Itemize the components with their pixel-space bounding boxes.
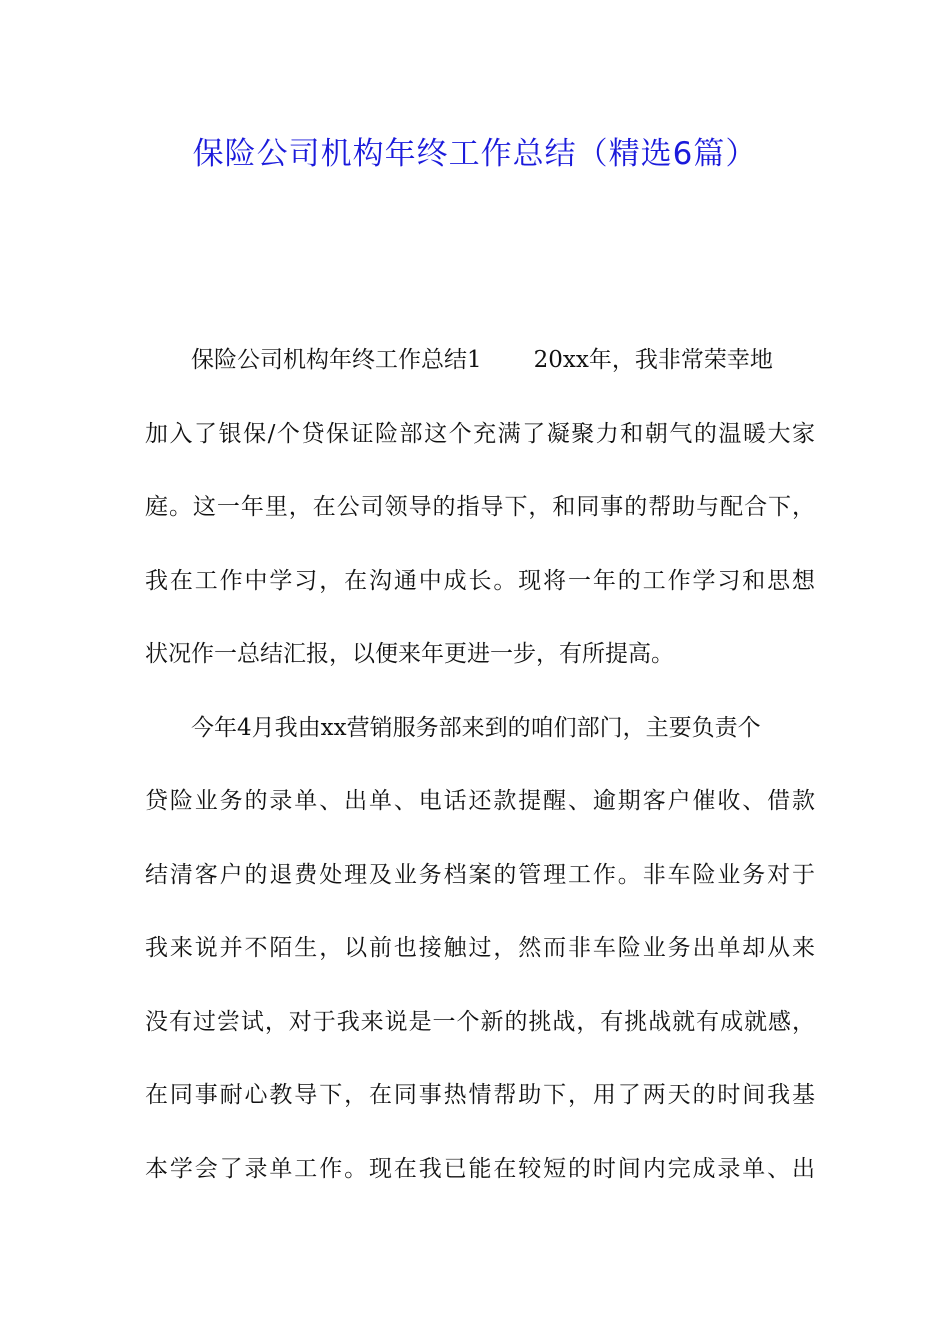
paragraph-2-line-2: 贷险业务的录单、出单、电话还款提醒、逾期客户催收、借款: [145, 788, 815, 814]
paragraph-2-line-7: 本学会了录单工作。现在我已能在较短的时间内完成录单、出: [145, 1155, 815, 1182]
paragraph-2-line-5: 没有过尝试，对于我来说是一个新的挑战，有挑战就有成就感，: [145, 1008, 815, 1035]
paragraph-1-text-start: 20xx年，我非常荣幸地: [533, 347, 773, 373]
document-body: [145, 333, 815, 1215]
paragraph-1-line-3: 庭。这一年里，在公司领导的指导下，和同事的帮助与配合下，: [145, 494, 815, 520]
paragraph-1-line-1: [145, 333, 815, 407]
section-heading: 保险公司机构年终工作总结1: [191, 347, 482, 373]
paragraph-1-line-2: 加入了银保/个贷保证险部这个充满了凝聚力和朝气的温暖大家: [145, 420, 815, 447]
paragraph-2-line-6: 在同事耐心教导下，在同事热情帮助下，用了两天的时间我基: [145, 1082, 815, 1108]
paragraph-2-line-3: 结清客户的退费处理及业务档案的管理工作。非车险业务对于: [145, 861, 815, 888]
paragraph-1-line-4: 我在工作中学习，在沟通中成长。现将一年的工作学习和思想: [145, 567, 815, 594]
document-title: 保险公司机构年终工作总结（精选6篇）: [192, 136, 758, 172]
paragraph-2-line-1: 今年4月我由xx营销服务部来到的咱们部门，主要负责个: [191, 714, 761, 741]
paragraph-2-line-4: 我来说并不陌生，以前也接触过，然而非车险业务出单却从来: [145, 935, 815, 961]
paragraph-1-line-5: 状况作一总结汇报，以便来年更进一步，有所提高。: [145, 641, 674, 667]
